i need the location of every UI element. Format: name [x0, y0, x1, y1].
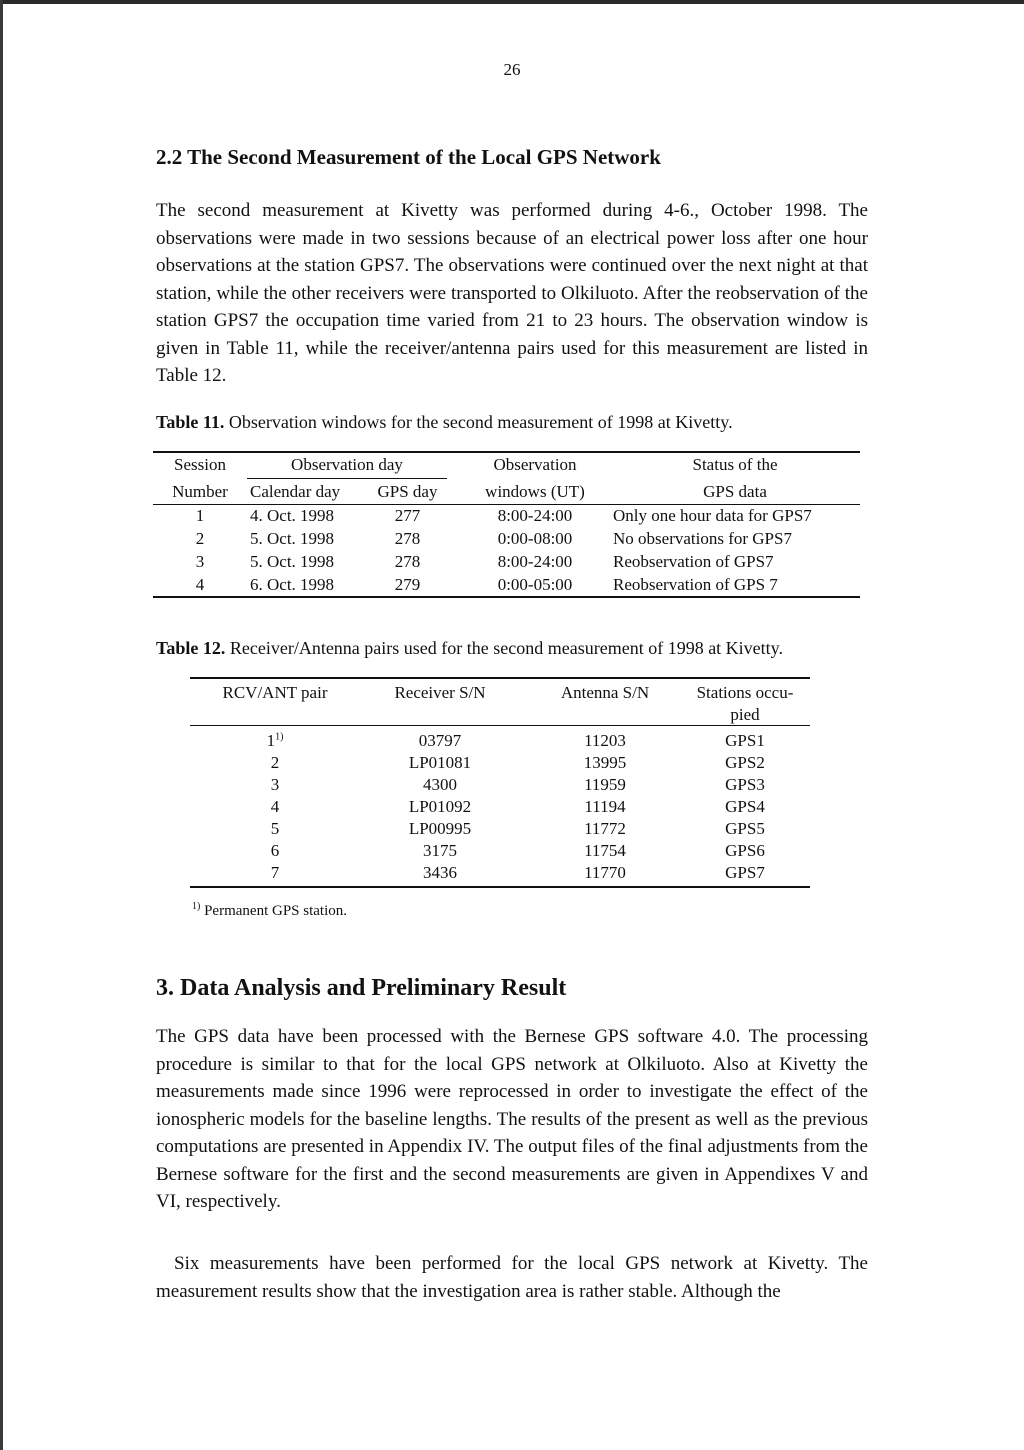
- page-number: 26: [503, 60, 521, 79]
- t12-cell-receiver: 3436: [423, 863, 457, 882]
- t11-cell-gps-day: 279: [394, 575, 421, 594]
- t12-header-pair: RCV/ANT pair: [222, 683, 328, 702]
- t12-cell-antenna: 11770: [584, 863, 626, 882]
- t12-header-stations-cont: pied: [730, 705, 760, 724]
- t12-cell-station: GPS4: [725, 797, 765, 816]
- t12-header-stations: Stations occu-: [696, 683, 794, 702]
- t12-cell-station: GPS2: [725, 753, 765, 772]
- t11-header-windows: windows (UT): [485, 482, 585, 501]
- t12-cell-antenna: 13995: [583, 753, 627, 772]
- t12-header-receiver: Receiver S/N: [394, 683, 486, 702]
- t12-header-antenna: Antenna S/N: [560, 683, 650, 702]
- t12-cell-pair: 3: [270, 775, 280, 794]
- t11-cell-session: 2: [195, 529, 205, 548]
- t11-cell-session: 3: [195, 552, 205, 571]
- t11-header-observation-day: Observation day: [291, 455, 403, 474]
- scan-edge-left: [0, 0, 3, 1450]
- footnote-mark: 1): [192, 901, 201, 912]
- t11-cell-status: Only one hour data for GPS7: [613, 506, 812, 525]
- t12-cell-antenna: 11194: [584, 797, 626, 816]
- section-3-paragraph-1: The GPS data have been processed with the Bernese GPS software 4.0. The processing procedure is similar to that for the local GPS network at Olkiluoto. Also at Kivetty the measurements made since 1996 were reprocessed in order to investigate the effect of the ionospheric models for the baseline lengths. The results of the present as well as the previous computations are presented in Appendix IV. The output files of the final adjustments from the Bernese software for the first and the second measurements are given in Appendixes V and VI, respectively.: [156, 1026, 868, 1212]
- table-12-bottom-rule: [190, 886, 810, 888]
- section-3-paragraph-2: Six measurements have been performed for the local GPS network at Kivetty. The measurement results show that the investigation area is rather stable. Although the: [156, 1253, 868, 1302]
- t12-cell-pair: 2: [270, 753, 280, 772]
- t12-cell-antenna: 11203: [584, 731, 626, 750]
- t11-cell-status: Reobservation of GPS 7: [613, 575, 778, 594]
- table-12-caption: [156, 638, 783, 659]
- t11-cell-window: 8:00-24:00: [497, 552, 573, 571]
- t11-header-calendar-day: Calendar day: [250, 482, 341, 501]
- t12-cell-pair: 5: [270, 819, 280, 838]
- t12-cell-receiver: 03797: [418, 731, 462, 750]
- t11-header-session: Session: [174, 455, 226, 474]
- t12-cell-station: GPS7: [725, 863, 765, 882]
- t11-cell-session: 1: [195, 506, 205, 525]
- t11-cell-gps-day: 278: [394, 529, 421, 548]
- t12-footnote-ref: 1): [275, 731, 284, 743]
- table-11-bottom-rule: [153, 596, 860, 598]
- t11-cell-calendar: 5. Oct. 1998: [250, 529, 335, 548]
- section-3-heading: 3. Data Analysis and Preliminary Result: [156, 975, 567, 1001]
- table-11-caption-text: Observation windows for the second measurement of 1998 at Kivetty.: [224, 412, 733, 432]
- table-12-header-rule: [190, 725, 810, 726]
- t11-cell-status: Reobservation of GPS7: [613, 552, 774, 571]
- table-12-caption-label: Table 12.: [156, 638, 226, 658]
- t12-cell-pair: 7: [270, 863, 280, 882]
- table-12-top-rule: [190, 677, 810, 679]
- t12-cell-station: GPS1: [725, 731, 765, 750]
- t11-cell-calendar: 5. Oct. 1998: [250, 552, 335, 571]
- t12-cell-station: GPS6: [725, 841, 765, 860]
- table-12-caption-text: Receiver/Antenna pairs used for the second measurement of 1998 at Kivetty.: [225, 638, 784, 658]
- table-11-header-rule: [153, 504, 860, 505]
- t12-cell-receiver: LP00995: [408, 819, 472, 838]
- table-11-obs-day-underline: [247, 478, 447, 479]
- table-11-caption: [156, 412, 733, 433]
- t11-cell-window: 8:00-24:00: [497, 506, 573, 525]
- section-2-2-paragraph: The second measurement at Kivetty was performed during 4-6., October 1998. The observations were made in two sessions because of an electrical power loss after one hour observations at the station GPS7. The observations were continued over the next night at that station, while the other receivers were transported to Olkiluoto. After the reobservation of the station GPS7 the occupation time varied from 21 to 23 hours. The observation window is given in Table 11, while the receiver/antenna pairs used for this measurement are listed in Table 12.: [156, 200, 868, 386]
- table-11-top-rule: [153, 451, 860, 453]
- t12-cell-station: GPS3: [725, 775, 765, 794]
- t12-cell-receiver: 3175: [423, 841, 457, 860]
- t12-cell-pair: 6: [270, 841, 280, 860]
- t12-cell-receiver: LP01092: [408, 797, 472, 816]
- table-12-footnote: [192, 903, 347, 920]
- t12-cell-pair: [190, 731, 360, 751]
- t12-cell-antenna: 11959: [584, 775, 626, 794]
- t11-header-gps-data: GPS data: [703, 482, 767, 501]
- t11-cell-calendar: 6. Oct. 1998: [250, 575, 335, 594]
- table-11-caption-label: Table 11.: [156, 412, 225, 432]
- t12-pair-number: 1: [266, 731, 276, 750]
- t12-cell-receiver: 4300: [423, 775, 457, 794]
- t11-cell-gps-day: 277: [394, 506, 421, 525]
- t11-cell-calendar: 4. Oct. 1998: [250, 506, 335, 525]
- t11-cell-status: No observations for GPS7: [613, 529, 792, 548]
- t11-header-gps-day: GPS day: [377, 482, 438, 501]
- t11-header-number: Number: [172, 482, 228, 501]
- footnote-text: Permanent GPS station.: [200, 903, 348, 919]
- t11-header-observation: Observation: [493, 455, 577, 474]
- t11-cell-session: 4: [195, 575, 205, 594]
- t12-cell-antenna: 11754: [584, 841, 626, 860]
- t12-cell-receiver: LP01081: [408, 753, 472, 772]
- t12-cell-pair: 4: [270, 797, 280, 816]
- t11-header-status: Status of the: [692, 455, 778, 474]
- t12-cell-station: GPS5: [725, 819, 765, 838]
- section-2-2-heading: 2.2 The Second Measurement of the Local GPS Network: [156, 145, 661, 169]
- scan-edge-top: [0, 0, 1024, 4]
- t12-cell-antenna: 11772: [584, 819, 626, 838]
- t11-cell-window: 0:00-08:00: [497, 529, 573, 548]
- t11-cell-window: 0:00-05:00: [497, 575, 573, 594]
- t11-cell-gps-day: 278: [394, 552, 421, 571]
